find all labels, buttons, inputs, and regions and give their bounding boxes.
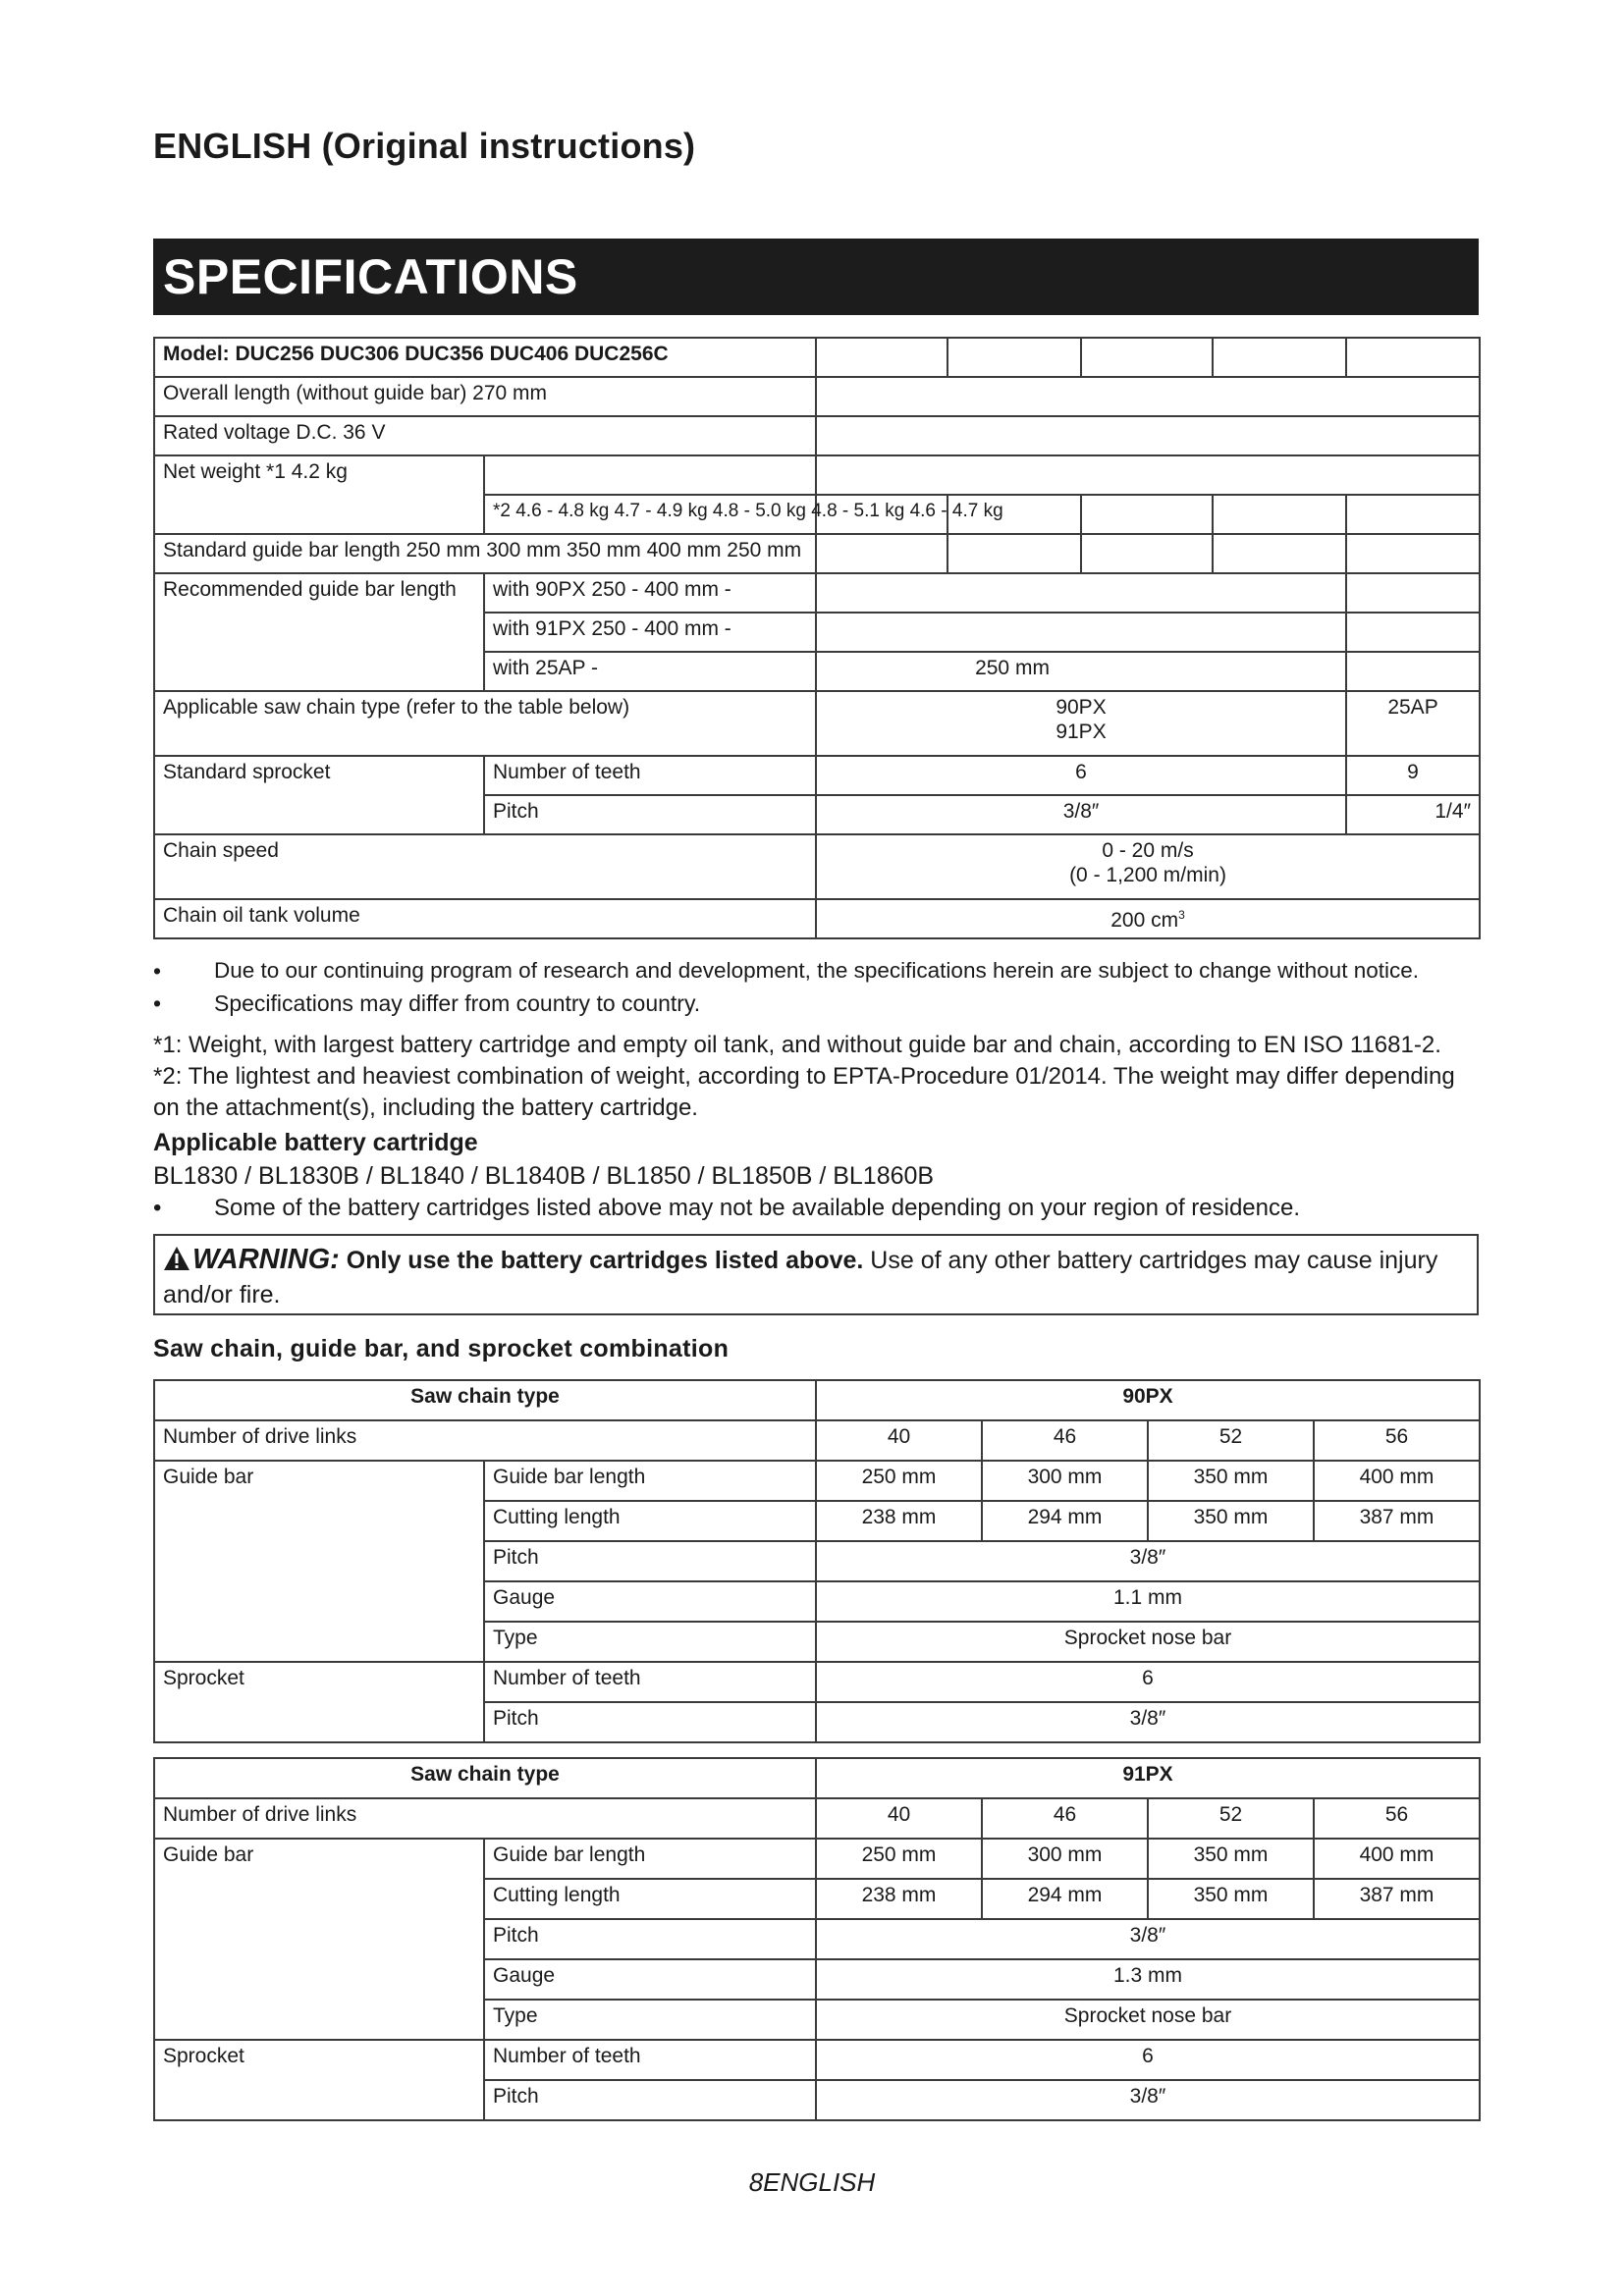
oil-volume-value bbox=[816, 899, 1480, 938]
drive-links-value: 40 bbox=[816, 1420, 982, 1461]
spec-row-chain-speed bbox=[154, 834, 1480, 899]
chain-type-value bbox=[816, 691, 1346, 756]
rec-25ap-value-text: 250 mm bbox=[975, 657, 1050, 679]
chain-type-value-text: 90PX 91PX bbox=[1056, 696, 1107, 743]
cutting-length-value: 387 mm bbox=[1314, 1501, 1480, 1541]
spec-cell bbox=[1346, 338, 1480, 377]
chain-type-label: Applicable saw chain type (refer to the table below) bbox=[154, 691, 816, 756]
combo-row-drive-links bbox=[154, 1798, 1480, 1839]
chain-speed-value-1: 0 - 20 m/s bbox=[1102, 839, 1194, 862]
chain-type-value: 91PX bbox=[816, 1758, 1480, 1798]
drive-links-value: 52 bbox=[1148, 1420, 1314, 1461]
oil-volume-text: 200 cm bbox=[1110, 909, 1179, 932]
type-value: Sprocket nose bar bbox=[816, 1622, 1480, 1662]
battery-note-text: Some of the battery cartridges listed above may not be available depending on your region of residence. bbox=[214, 1195, 1301, 1221]
combo-row-chain-type bbox=[154, 1380, 1480, 1420]
cutting-length-label: Cutting length bbox=[484, 1501, 816, 1541]
bar-length-value: 300 mm bbox=[982, 1461, 1148, 1501]
combo-table-90px bbox=[153, 1379, 1481, 1743]
standard-bar-length-label: Standard guide bar length 250 mm 300 mm 350 mm 400 mm 250 mm bbox=[154, 534, 816, 573]
spec-row-chain-type bbox=[154, 691, 1480, 756]
spec-cell bbox=[1213, 534, 1346, 573]
rec-25ap-label: with 25AP - bbox=[484, 652, 816, 691]
drive-links-value: 56 bbox=[1314, 1420, 1480, 1461]
combo-row-chain-type bbox=[154, 1758, 1480, 1798]
spec-row-overall-length bbox=[154, 377, 1480, 416]
bar-length-value: 400 mm bbox=[1314, 1839, 1480, 1879]
model-label: Model: DUC256 DUC306 DUC356 DUC406 DUC256C bbox=[154, 338, 816, 377]
spec-row-sprocket-teeth bbox=[154, 756, 1480, 795]
bullet-dot: • bbox=[153, 990, 162, 1016]
overall-length-label: Overall length (without guide bar) 270 mm bbox=[154, 377, 816, 416]
drive-links-value: 40 bbox=[816, 1798, 982, 1839]
sprocket-pitch-label: Pitch bbox=[484, 2080, 816, 2120]
teeth-value: 6 bbox=[816, 2040, 1480, 2080]
bar-length-label: Guide bar length bbox=[484, 1839, 816, 1879]
spec-cell bbox=[816, 416, 1480, 455]
spec-row-net-weight-1 bbox=[154, 455, 1480, 495]
warning-triangle-icon bbox=[163, 1246, 190, 1279]
spec-cell bbox=[816, 377, 1480, 416]
spec-row-model bbox=[154, 338, 1480, 377]
net-weight-label: Net weight *1 4.2 kg bbox=[154, 455, 484, 534]
bar-length-value: 400 mm bbox=[1314, 1461, 1480, 1501]
type-label: Type bbox=[484, 1622, 816, 1662]
gauge-value: 1.1 mm bbox=[816, 1581, 1480, 1622]
spec-row-rated-voltage bbox=[154, 416, 1480, 455]
teeth-value: 6 bbox=[816, 1662, 1480, 1702]
footnote-2: *2: The lightest and heaviest combination of weight, according to EPTA-Procedure 01/2014. The weight may differ depending on the attachment(s), including the battery cartridge. bbox=[153, 1063, 1455, 1121]
spec-cell bbox=[816, 338, 947, 377]
rec-91px-label: with 91PX 250 - 400 mm - bbox=[484, 613, 816, 652]
rated-voltage-label: Rated voltage D.C. 36 V bbox=[154, 416, 816, 455]
chain-type-25ap: 25AP bbox=[1346, 691, 1480, 756]
footnote-1: *1: Weight, with largest battery cartridge and empty oil tank, and without guide bar and chain, according to EN ISO 11681-2. bbox=[153, 1032, 1441, 1058]
type-label: Type bbox=[484, 2000, 816, 2040]
spec-cell bbox=[1081, 534, 1213, 573]
sprocket-pitch-value: 3/8″ bbox=[816, 1702, 1480, 1742]
warning-box bbox=[153, 1234, 1479, 1315]
bullet-dot: • bbox=[153, 1195, 162, 1221]
teeth-label: Number of teeth bbox=[484, 2040, 816, 2080]
battery-list: BL1830 / BL1830B / BL1840 / BL1840B / BL1850 / BL1850B / BL1860B bbox=[153, 1162, 935, 1190]
gauge-value: 1.3 mm bbox=[816, 1959, 1480, 2000]
cutting-length-value: 294 mm bbox=[982, 1501, 1148, 1541]
spec-cell bbox=[1346, 613, 1480, 652]
pitch-value: 3/8″ bbox=[816, 1919, 1480, 1959]
bar-length-value: 250 mm bbox=[816, 1839, 982, 1879]
cutting-length-value: 238 mm bbox=[816, 1501, 982, 1541]
combo-heading: Saw chain, guide bar, and sprocket combination bbox=[153, 1335, 730, 1362]
cutting-length-value: 350 mm bbox=[1148, 1501, 1314, 1541]
cutting-length-value: 238 mm bbox=[816, 1879, 982, 1919]
spec-cell bbox=[816, 455, 1480, 495]
pitch-label: Pitch bbox=[484, 1919, 816, 1959]
pitch-value: 3/8″ bbox=[816, 1541, 1480, 1581]
specifications-table bbox=[153, 337, 1481, 939]
gauge-label: Gauge bbox=[484, 1581, 816, 1622]
battery-heading: Applicable battery cartridge bbox=[153, 1129, 478, 1156]
spec-cell bbox=[1213, 338, 1346, 377]
bullet-dot: • bbox=[153, 958, 162, 984]
bar-length-value: 350 mm bbox=[1148, 1461, 1314, 1501]
bar-length-value: 250 mm bbox=[816, 1461, 982, 1501]
drive-links-value: 46 bbox=[982, 1798, 1148, 1839]
spec-cell bbox=[1346, 573, 1480, 613]
rec-25ap-value bbox=[816, 652, 1346, 691]
teeth-value: 6 bbox=[816, 756, 1346, 795]
sprocket-label: Sprocket bbox=[154, 1662, 484, 1742]
recommended-bar-label: Recommended guide bar length bbox=[154, 573, 484, 691]
pitch-25ap: 1/4″ bbox=[1346, 795, 1480, 834]
combo-row-bar-length bbox=[154, 1839, 1480, 1879]
sprocket-pitch-value: 3/8″ bbox=[816, 2080, 1480, 2120]
page-footer: 8ENGLISH bbox=[748, 2167, 876, 2197]
chain-type-label: Saw chain type bbox=[154, 1380, 816, 1420]
chain-speed-value-2: (0 - 1,200 m/min) bbox=[1069, 864, 1226, 886]
oil-volume-unit-sup: 3 bbox=[1178, 908, 1185, 922]
pitch-label: Pitch bbox=[484, 795, 816, 834]
guide-bar-label: Guide bar bbox=[154, 1839, 484, 2040]
warning-text: Use of any other battery cartridges may cause injury and/or fire. bbox=[163, 1247, 1438, 1308]
chain-type-value: 90PX bbox=[816, 1380, 1480, 1420]
teeth-label: Number of teeth bbox=[484, 1662, 816, 1702]
spec-cell bbox=[816, 534, 947, 573]
combo-row-sprocket-teeth bbox=[154, 2040, 1480, 2080]
chain-type-label: Saw chain type bbox=[154, 1758, 816, 1798]
spec-cell bbox=[1346, 495, 1480, 534]
spec-cell bbox=[1081, 338, 1213, 377]
net-weight-2-values: *2 4.6 - 4.8 kg 4.7 - 4.9 kg 4.8 - 5.0 kg 4.8 - 5.1 kg 4.6 - 4.7 kg bbox=[484, 495, 816, 534]
spec-cell bbox=[1213, 495, 1346, 534]
spec-cell bbox=[1346, 652, 1480, 691]
drive-links-value: 46 bbox=[982, 1420, 1148, 1461]
bar-length-value: 350 mm bbox=[1148, 1839, 1314, 1879]
sprocket-label: Sprocket bbox=[154, 2040, 484, 2120]
combo-table-91px bbox=[153, 1757, 1481, 2121]
warning-bold-text: Only use the battery cartridges listed above. bbox=[346, 1247, 864, 1274]
gauge-label: Gauge bbox=[484, 1959, 816, 2000]
oil-volume-label: Chain oil tank volume bbox=[154, 899, 816, 938]
drive-links-value: 52 bbox=[1148, 1798, 1314, 1839]
warning-label: WARNING: bbox=[192, 1244, 340, 1275]
cutting-length-value: 294 mm bbox=[982, 1879, 1148, 1919]
spec-row-standard-bar-length bbox=[154, 534, 1480, 573]
rec-90px-label: with 90PX 250 - 400 mm - bbox=[484, 573, 816, 613]
teeth-label: Number of teeth bbox=[484, 756, 816, 795]
pitch-value: 3/8″ bbox=[816, 795, 1346, 834]
note-bullet-1-text: Due to our continuing program of research and development, the specifications herein are subject to change without notice. bbox=[214, 958, 1419, 983]
chain-speed-label: Chain speed bbox=[154, 834, 816, 899]
teeth-25ap: 9 bbox=[1346, 756, 1480, 795]
spec-cell bbox=[947, 534, 1081, 573]
cutting-length-label: Cutting length bbox=[484, 1879, 816, 1919]
sprocket-pitch-label: Pitch bbox=[484, 1702, 816, 1742]
cutting-length-value: 350 mm bbox=[1148, 1879, 1314, 1919]
type-value: Sprocket nose bar bbox=[816, 2000, 1480, 2040]
combo-row-drive-links bbox=[154, 1420, 1480, 1461]
spec-cell bbox=[816, 573, 1346, 613]
combo-row-sprocket-teeth bbox=[154, 1662, 1480, 1702]
spec-cell bbox=[1346, 534, 1480, 573]
drive-links-label: Number of drive links bbox=[154, 1420, 816, 1461]
bar-length-value: 300 mm bbox=[982, 1839, 1148, 1879]
pitch-label: Pitch bbox=[484, 1541, 816, 1581]
bar-length-label: Guide bar length bbox=[484, 1461, 816, 1501]
specifications-banner: SPECIFICATIONS bbox=[153, 239, 1479, 315]
page-title: ENGLISH (Original instructions) bbox=[153, 126, 696, 166]
standard-sprocket-label: Standard sprocket bbox=[154, 756, 484, 834]
drive-links-value: 56 bbox=[1314, 1798, 1480, 1839]
chain-speed-value bbox=[816, 834, 1480, 899]
note-bullet-2-text: Specifications may differ from country to country. bbox=[214, 990, 701, 1016]
guide-bar-label: Guide bar bbox=[154, 1461, 484, 1662]
drive-links-label: Number of drive links bbox=[154, 1798, 816, 1839]
spec-row-recommended-90px bbox=[154, 573, 1480, 613]
combo-row-bar-length bbox=[154, 1461, 1480, 1501]
spec-cell bbox=[947, 338, 1081, 377]
spec-cell bbox=[484, 455, 816, 495]
spec-row-oil-volume bbox=[154, 899, 1480, 938]
spec-cell bbox=[816, 613, 1346, 652]
spec-cell bbox=[1081, 495, 1213, 534]
cutting-length-value: 387 mm bbox=[1314, 1879, 1480, 1919]
